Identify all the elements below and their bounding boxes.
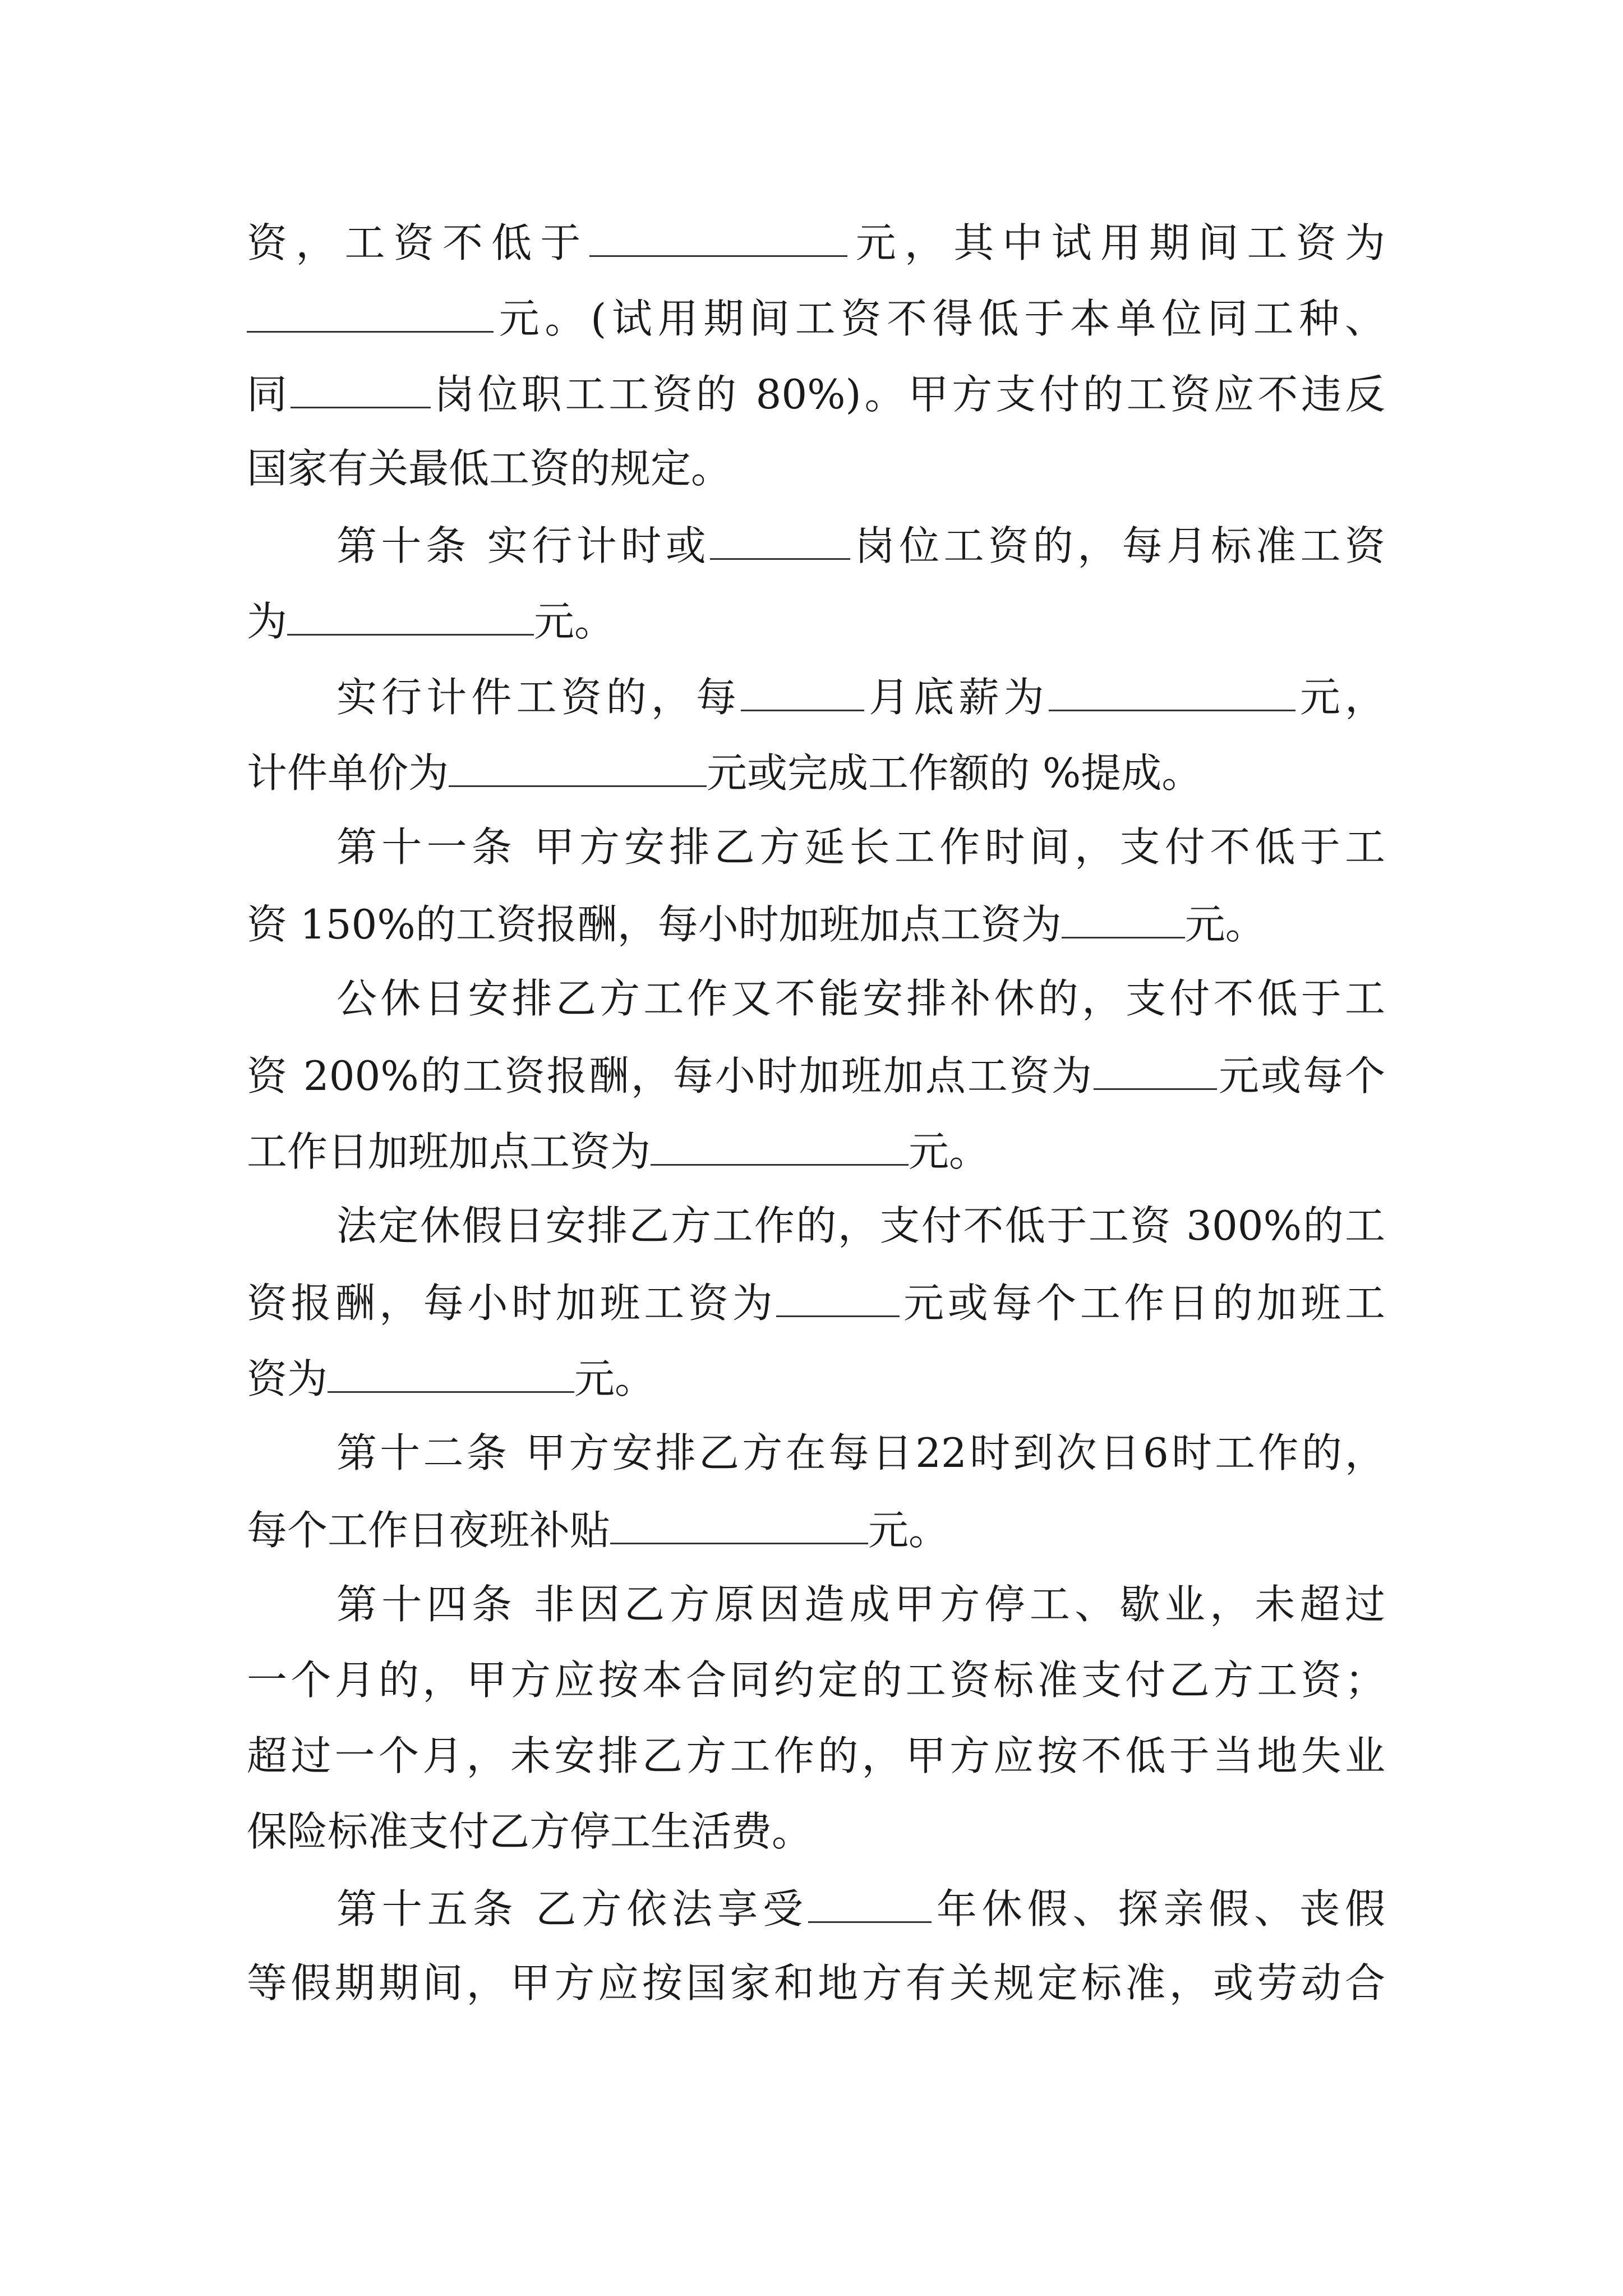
text-line: 工作日加班加点工资为 元。 xyxy=(247,1125,1385,1177)
fill-in-blank[interactable] xyxy=(287,595,534,636)
fill-in-blank[interactable] xyxy=(1062,898,1185,938)
fill-in-blank[interactable] xyxy=(1094,1049,1217,1090)
fill-in-blank[interactable] xyxy=(589,216,847,257)
text-line: 为 元。 xyxy=(247,595,1385,647)
fill-in-blank[interactable] xyxy=(247,292,494,333)
fill-in-blank[interactable] xyxy=(449,746,707,787)
text-line: 计件单价为 元或完成工作额的 %提成。 xyxy=(247,746,1385,798)
text-line: 第十二条 甲方安排乙方在每日22时到次日6时工作的， xyxy=(336,1429,1385,1476)
text-line: 资 200%的工资报酬，每小时加班加点工资为 元或每个 xyxy=(247,1049,1385,1101)
fill-in-blank[interactable] xyxy=(808,1882,932,1923)
fill-in-blank[interactable] xyxy=(651,1125,909,1166)
text-line: 资报酬，每小时加班工资为 元或每个工作日的加班工 xyxy=(247,1276,1385,1328)
text-line: 保险标准支付乙方停工生活费。 xyxy=(247,1808,813,1855)
text-line: 公休日安排乙方工作又不能安排补休的，支付不低于工 xyxy=(336,975,1385,1022)
text-line: 资，工资不低于 元，其中试用期间工资为 xyxy=(247,216,1385,268)
text-line: 超过一个月，未安排乙方工作的，甲方应按不低于当地失业 xyxy=(247,1732,1385,1779)
text-line: 第十条 实行计时或 岗位工资的，每月标准工资 xyxy=(336,519,1385,571)
text-line: 一个月的，甲方应按本合同约定的工资标准支付乙方工资； xyxy=(247,1657,1385,1704)
fill-in-blank[interactable] xyxy=(776,1276,900,1317)
fill-in-blank[interactable] xyxy=(328,1352,574,1393)
text-line: 资为 元。 xyxy=(247,1352,1385,1404)
text-line: 每个工作日夜班补贴 元。 xyxy=(247,1503,1385,1556)
text-line: 第十一条 甲方安排乙方延长工作时间，支付不低于工 xyxy=(336,823,1385,871)
text-line: 同 岗位职工工资的 80%)。甲方支付的工资应不违反 xyxy=(247,367,1385,420)
fill-in-blank[interactable] xyxy=(741,670,864,711)
text-line: 第十四条 非因乙方原因造成甲方停工、歇业，未超过 xyxy=(336,1581,1385,1628)
fill-in-blank[interactable] xyxy=(710,519,850,560)
text-line: 等假期期间，甲方应按国家和地方有关规定标准，或劳动合 xyxy=(247,1959,1385,2007)
fill-in-blank[interactable] xyxy=(1049,670,1295,711)
fill-in-blank[interactable] xyxy=(291,367,431,408)
text-line: 元。(试用期间工资不得低于本单位同工种、 xyxy=(247,292,1385,344)
text-line: 国家有关最低工资的规定。 xyxy=(247,445,732,492)
text-line: 实行计件工资的，每 月底薪为 元， xyxy=(336,670,1385,723)
fill-in-blank[interactable] xyxy=(610,1503,868,1544)
text-line: 法定休假日安排乙方工作的，支付不低于工资 300%的工 xyxy=(336,1202,1385,1249)
text-line: 第十五条 乙方依法享受 年休假、探亲假、丧假 xyxy=(336,1882,1385,1934)
text-line: 资 150%的工资报酬，每小时加班加点工资为 元。 xyxy=(247,898,1385,950)
